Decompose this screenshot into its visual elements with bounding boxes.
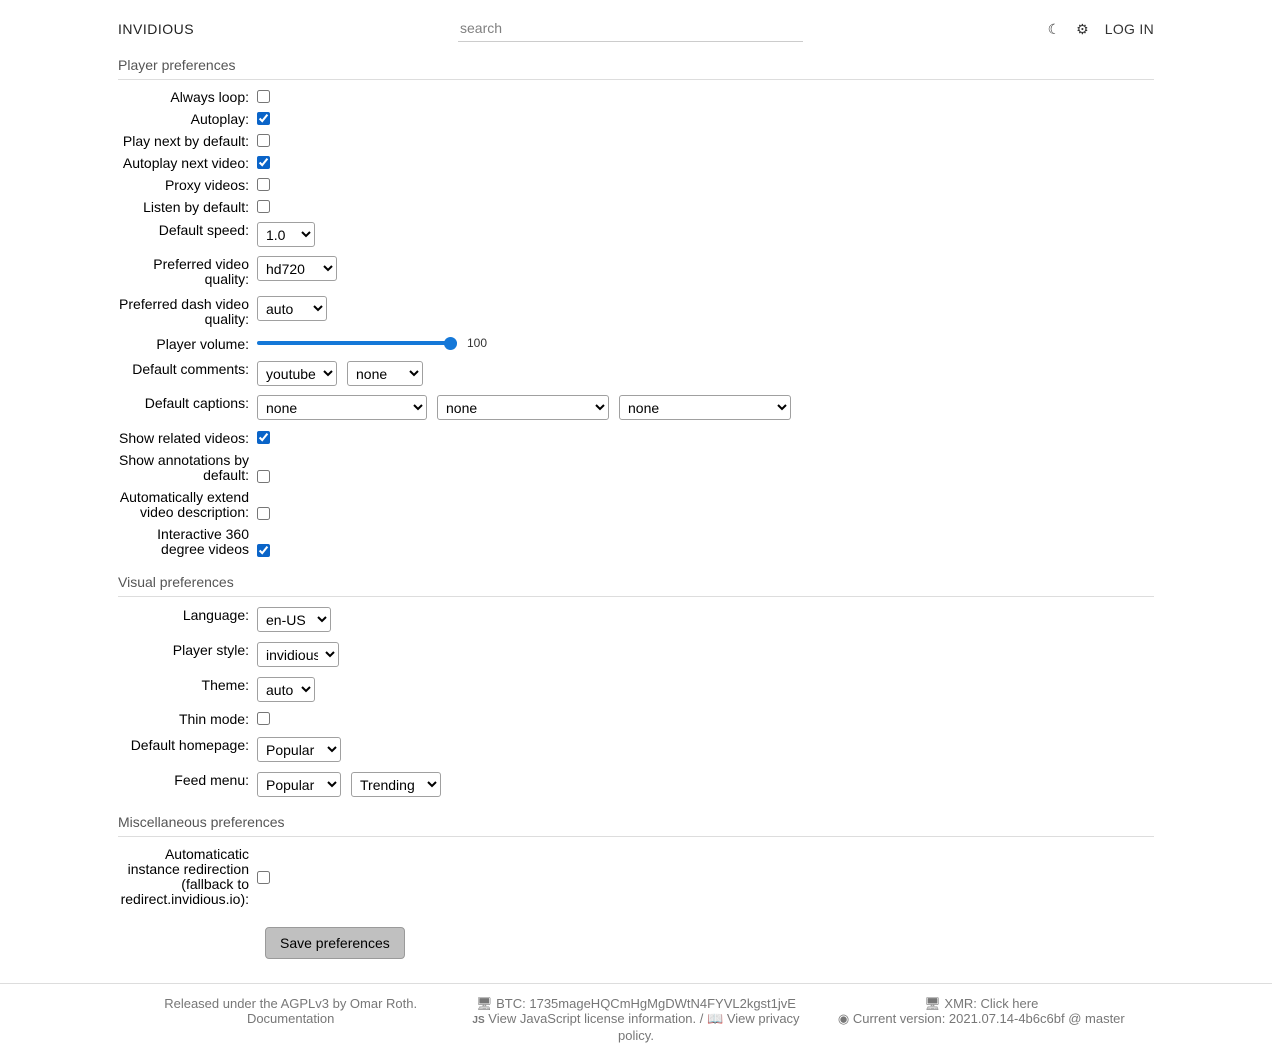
footer-btc-line: [463, 996, 808, 1011]
pref-row-player-volume: [118, 336, 1154, 352]
select-default-captions-3[interactable]: [619, 395, 791, 420]
footer-license-text: Released under the AGPLv3 by Omar Roth.: [164, 996, 418, 1011]
checkbox-auto-redirect[interactable]: [257, 871, 270, 884]
label-autoplay-next: Autoplay next video:: [122, 155, 249, 171]
save-preferences-button[interactable]: Save preferences: [265, 927, 405, 959]
page-footer: [0, 983, 1272, 1043]
pref-row-thin-mode: [118, 712, 1154, 727]
checkbox-proxy-videos[interactable]: [257, 178, 270, 191]
label-default-speed: Default speed:: [158, 222, 249, 238]
footer-version-link[interactable]: Current version: 2021.07.14-4b6c6bf @ master: [852, 1011, 1125, 1026]
checkbox-show-related[interactable]: [257, 431, 270, 444]
footer-js-line: [463, 1011, 808, 1043]
label-listen-default: Listen by default:: [143, 199, 249, 215]
pref-row-always-loop: [118, 90, 1154, 105]
pref-row-language: [118, 607, 1154, 632]
select-default-captions-2[interactable]: [437, 395, 609, 420]
label-language: Language:: [182, 607, 249, 623]
select-default-captions-1[interactable]: [257, 395, 427, 420]
label-player-style: Player style:: [172, 642, 249, 658]
slider-player-volume[interactable]: [257, 341, 457, 345]
section-title-player: Player preferences: [118, 54, 1154, 80]
select-default-speed[interactable]: [257, 222, 315, 247]
js-badge-icon: JS: [472, 1015, 485, 1026]
select-player-style[interactable]: [257, 642, 339, 667]
checkbox-play-next[interactable]: [257, 134, 270, 147]
select-feed-menu-1[interactable]: [257, 772, 341, 797]
pref-row-preferred-quality: [118, 256, 1154, 287]
pref-row-interactive-360: [118, 527, 1154, 557]
footer-btc-text: BTC: 1735mageHQCmHgMgDWtN4FYVL2kgst1jvE: [496, 996, 796, 1011]
pref-row-autoplay-next: [118, 156, 1154, 171]
player-volume-value: 100: [467, 336, 488, 350]
section-title-misc: Miscellaneous preferences: [118, 811, 1154, 837]
preferences-content: [0, 54, 1272, 959]
select-feed-menu-2[interactable]: [351, 772, 441, 797]
pref-row-listen-default: [118, 200, 1154, 215]
brand-logo[interactable]: INVIDIOUS: [118, 21, 195, 37]
label-proxy-videos: Proxy videos:: [164, 177, 249, 193]
label-thin-mode: Thin mode:: [178, 711, 249, 727]
pref-row-feed-menu: [118, 772, 1154, 797]
footer-middle: [463, 992, 808, 1043]
label-autoplay: Autoplay:: [190, 111, 249, 127]
select-default-homepage[interactable]: [257, 737, 341, 762]
save-button-container: [118, 927, 1154, 959]
select-default-comments-2[interactable]: [347, 361, 423, 386]
pref-row-show-related: [118, 431, 1154, 446]
book-icon: 📖: [707, 1011, 724, 1026]
pref-row-preferred-dash: [118, 296, 1154, 327]
select-preferred-quality[interactable]: [257, 256, 337, 281]
pref-row-autoplay: [118, 112, 1154, 127]
login-link[interactable]: LOG IN: [1104, 21, 1154, 37]
pref-row-auto-redirect: [118, 847, 1154, 907]
pref-row-default-homepage: [118, 737, 1154, 762]
select-language[interactable]: [257, 607, 331, 632]
nav-actions: [1048, 21, 1154, 37]
label-show-related: Show related videos:: [119, 430, 249, 446]
gear-icon[interactable]: ⚙: [1076, 21, 1089, 37]
github-icon: ◉: [837, 1011, 850, 1026]
checkbox-autoplay-next[interactable]: [257, 156, 270, 169]
checkbox-autoplay[interactable]: [257, 112, 270, 125]
checkbox-thin-mode[interactable]: [257, 712, 270, 725]
label-play-next: Play next by default:: [122, 133, 249, 149]
label-interactive-360: Interactive 360 degree videos: [157, 526, 249, 557]
label-extend-description: Automatically extend video description:: [119, 489, 249, 520]
moon-icon[interactable]: ☾: [1047, 21, 1061, 37]
pref-row-player-style: [118, 642, 1154, 667]
label-auto-redirect: Automaticatic instance redirection (fallback to redirect.invidious.io):: [120, 846, 249, 907]
checkbox-extend-description[interactable]: [257, 507, 270, 520]
footer-xmr-line: [809, 996, 1154, 1011]
label-default-captions: Default captions:: [144, 395, 249, 411]
footer-xmr-link[interactable]: XMR: Click here: [944, 996, 1039, 1011]
search-container: [458, 17, 803, 42]
pref-row-play-next: [118, 134, 1154, 149]
label-player-volume: Player volume:: [156, 336, 249, 352]
pref-row-proxy-videos: [118, 178, 1154, 193]
footer-privacy-link[interactable]: View privacy policy.: [618, 1011, 800, 1043]
pref-row-default-speed: [118, 222, 1154, 247]
label-preferred-dash: Preferred dash video quality:: [119, 296, 249, 327]
checkbox-listen-default[interactable]: [257, 200, 270, 213]
server-icon: 🖥: [476, 996, 493, 1011]
label-theme: Theme:: [201, 677, 249, 693]
section-title-visual: Visual preferences: [118, 571, 1154, 597]
pref-row-default-captions: [118, 395, 1154, 420]
label-default-comments: Default comments:: [132, 361, 249, 377]
label-show-annotations: Show annotations by default:: [119, 452, 249, 483]
footer-version-line: [809, 1011, 1154, 1026]
footer-left: [118, 992, 463, 1043]
search-input[interactable]: [458, 17, 803, 42]
pref-row-default-comments: [118, 361, 1154, 386]
select-theme[interactable]: [257, 677, 315, 702]
select-default-comments-1[interactable]: [257, 361, 337, 386]
select-preferred-dash[interactable]: [257, 296, 327, 321]
label-feed-menu: Feed menu:: [174, 772, 249, 788]
top-navbar: [0, 0, 1272, 54]
pref-row-show-annotations: [118, 453, 1154, 483]
label-preferred-quality: Preferred video quality:: [153, 256, 249, 287]
footer-documentation-link[interactable]: Documentation: [246, 1011, 335, 1026]
pref-row-extend-description: [118, 490, 1154, 520]
server-icon-xmr: 🖥: [924, 996, 941, 1011]
label-always-loop: Always loop:: [170, 89, 249, 105]
checkbox-show-annotations[interactable]: [257, 470, 270, 483]
checkbox-always-loop[interactable]: [257, 90, 270, 103]
footer-right: [809, 992, 1154, 1043]
label-default-homepage: Default homepage:: [130, 737, 249, 753]
pref-row-theme: [118, 677, 1154, 702]
footer-separator: /: [699, 1011, 704, 1026]
footer-js-license-link[interactable]: View JavaScript license information.: [488, 1011, 697, 1026]
checkbox-interactive-360[interactable]: [257, 544, 270, 557]
